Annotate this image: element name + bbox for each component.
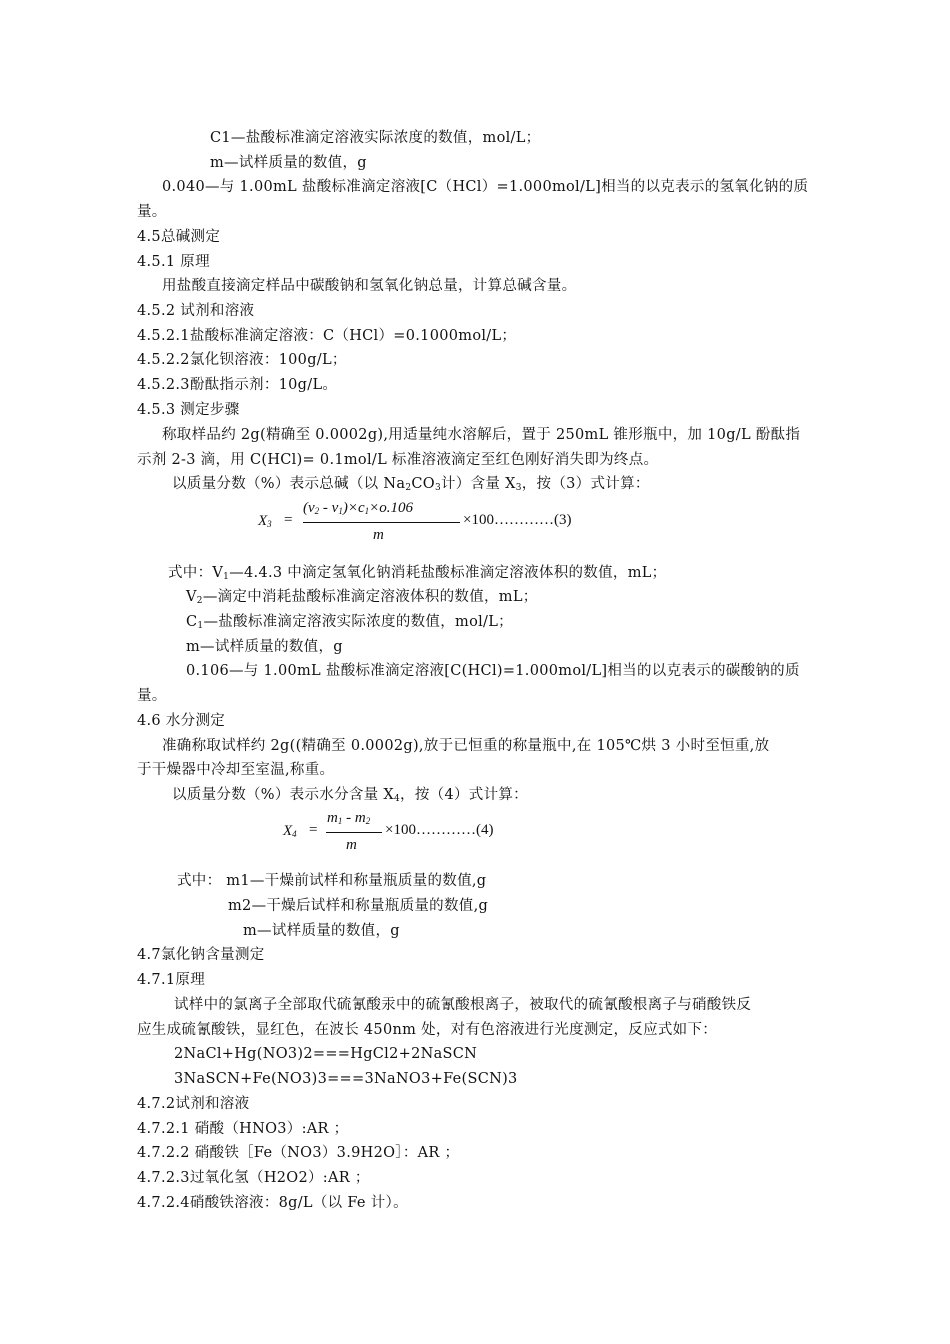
- text-line: C1—盐酸标准滴定溶液实际浓度的数值，mol/L；: [210, 130, 541, 146]
- text-line: 试样中的氯离子全部取代硫氰酸汞中的硫氰酸根离子，被取代的硫氰酸根离子与硝酸铁反: [174, 997, 752, 1013]
- text-line: 0.106—与 1.00mL 盐酸标准滴定溶液[C(HCl)=1.000mol/L]相当的以克表示的碳酸钠的质: [186, 663, 800, 679]
- text-line: m—试样质量的数值，g: [186, 639, 343, 655]
- text-line: 称取样品约 2g(精确至 0.0002g),用适量纯水溶解后，置于 250mL 锥形瓶中，加 10g/L 酚酞指: [162, 427, 801, 443]
- text-line: 准确称取试样约 2g((精确至 0.0002g),放于已恒重的称量瓶中,在 105℃烘 3 小时至恒重,放: [162, 738, 770, 754]
- text-line: 量。: [137, 688, 167, 704]
- text-line: 4.5.2.1盐酸标准滴定溶液：C（HCl）=0.1000mol/L；: [137, 328, 517, 344]
- formula-tail: ×100…………(3): [463, 512, 572, 528]
- section-heading: 4.5.2 试剂和溶液: [137, 303, 255, 319]
- text-line: 4.5.2.3酚酞指示剂：10g/L。: [137, 377, 338, 393]
- formula-lhs: $X_3$: [258, 513, 272, 529]
- text-line: 式中： m1—干燥前试样和称量瓶质量的数值,g: [177, 873, 487, 889]
- text-line: 量。: [137, 204, 167, 220]
- text-line: 4.7.2.2 硝酸铁［Fe（NO3）3.9H2O］：AR ；: [137, 1145, 460, 1161]
- text-line: 4.7.2.1 硝酸（HNO3）:AR ；: [137, 1121, 349, 1137]
- text-line: m2—干燥后试样和称量瓶质量的数值,g: [228, 898, 489, 914]
- text-line: 4.7.2.4硝酸铁溶液：8g/L（以 Fe 计）。: [137, 1195, 408, 1211]
- section-heading: 4.7氯化钠含量测定: [137, 947, 265, 963]
- section-heading: 4.7.2试剂和溶液: [137, 1096, 250, 1112]
- formula-numerator: $(v_2 - v_1)\times c_1\times o.106$: [303, 500, 414, 516]
- section-heading: 4.6 水分测定: [137, 713, 226, 729]
- reaction-equation: 2NaCl+Hg(NO3)2===HgCl2+2NaSCN: [174, 1046, 478, 1062]
- text-line: 示剂 2-3 滴，用 C(HCl)= 0.1mol/L 标准溶液滴定至红色刚好消失即为终点。: [137, 452, 659, 468]
- formula-numerator: $m_1 - m_2$: [327, 810, 371, 826]
- formula-denominator: m: [373, 527, 384, 543]
- reaction-equation: 3NaSCN+Fe(NO3)3===3NaNO3+Fe(SCN)3: [174, 1071, 518, 1087]
- text-line: 应生成硫氰酸铁，显红色，在波长 450nm 处，对有色溶液进行光度测定，反应式如下：: [137, 1022, 718, 1038]
- text-line: 以质量分数（%）表示水分含量 $X_4$，按（4）式计算：: [172, 787, 528, 804]
- text-line: m—试样质量的数值，g: [210, 155, 367, 171]
- formula-eq: =: [284, 512, 293, 528]
- text-line: 用盐酸直接滴定样品中碳酸钠和氢氧化钠总量，计算总碱含量。: [162, 278, 577, 294]
- text-line: 式中：$V_1—4.4.3$ 中滴定氢氧化钠消耗盐酸标准滴定溶液体积的数值，mL；: [168, 565, 667, 582]
- formula-tail: ×100…………(4): [385, 822, 494, 838]
- text-line: 4.7.2.3过氧化氢（H2O2）:AR ；: [137, 1170, 370, 1186]
- text-line: 0.040—与 1.00mL 盐酸标准滴定溶液[C（HCl）=1.000mol/L]相当的以克表示的氢氧化钠的质: [162, 179, 809, 195]
- section-heading: 4.7.1原理: [137, 972, 205, 988]
- text-line: $C_1—$盐酸标准滴定溶液实际浓度的数值，mol/L；: [186, 614, 513, 631]
- text-line: 以质量分数（%）表示总碱（以 $Na_2CO_3$计）含量 $X_3$，按（3）式计算：: [172, 476, 650, 493]
- formula-denominator: m: [346, 837, 357, 853]
- text-line: 于干燥器中冷却至室温,称重。: [137, 762, 335, 778]
- section-heading: 4.5总碱测定: [137, 229, 221, 245]
- section-heading: 4.5.3 测定步骤: [137, 402, 240, 418]
- section-heading: 4.5.1 原理: [137, 254, 210, 270]
- formula-lhs: $X_4$: [283, 823, 297, 839]
- text-line: m—试样质量的数值，g: [243, 923, 400, 939]
- fraction-bar: [326, 832, 382, 833]
- text-line: 4.5.2.2氯化钡溶液：100g/L；: [137, 352, 347, 368]
- formula-eq: =: [309, 822, 318, 838]
- fraction-bar: [303, 522, 460, 523]
- text-line: $V_2—$滴定中消耗盐酸标准滴定溶液体积的数值，mL；: [186, 589, 538, 606]
